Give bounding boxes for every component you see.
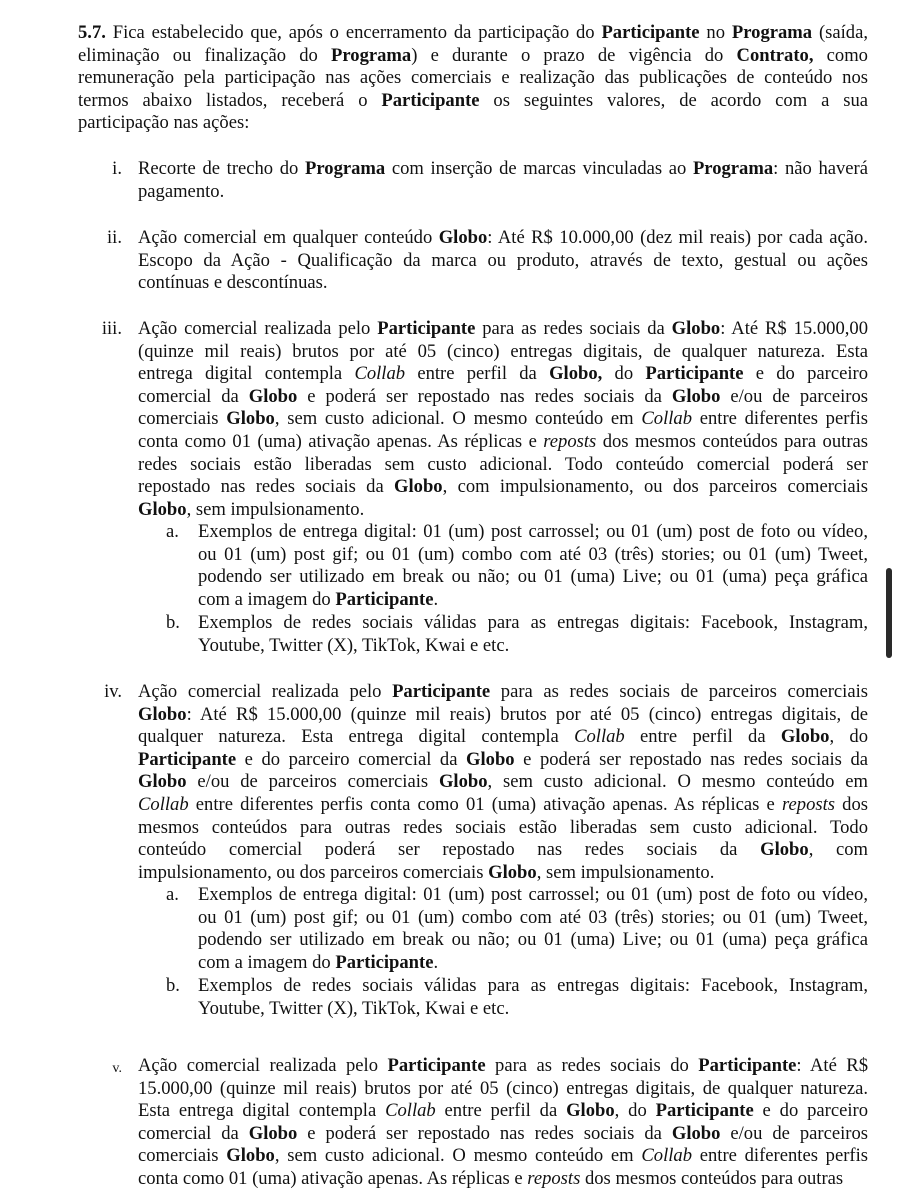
text-run: ) e durante o prazo de vigência do xyxy=(411,44,737,66)
bold-term: Globo xyxy=(138,703,187,725)
text-run: para as redes sociais da xyxy=(475,318,672,339)
text-line xyxy=(138,408,868,431)
text-run: , sem custo adicional. O mesmo conteúdo em xyxy=(274,1145,642,1167)
subitem-body xyxy=(198,884,868,974)
text-run: dos mesmos conteúdos para outras xyxy=(596,430,868,452)
bold-term: Globo xyxy=(248,1122,298,1144)
text-run: (saída, xyxy=(812,22,868,43)
item-body xyxy=(138,227,868,295)
text-run: e do parceiro xyxy=(753,1100,868,1122)
bold-term: Globo xyxy=(394,476,443,498)
text-run: como xyxy=(813,44,868,66)
italic-term: reposts xyxy=(527,1167,581,1189)
text-run: para as redes sociais do xyxy=(485,1055,699,1076)
text-run: e poderá ser repostado nas redes sociais da xyxy=(514,748,869,770)
text-run: pagamento. xyxy=(138,180,225,202)
text-run: : Até R$ 10.000,00 (dez mil reais) por cada ação. xyxy=(487,227,868,248)
italic-term: reposts xyxy=(543,430,597,452)
text-line xyxy=(198,952,868,975)
text-run: termos abaixo listados, receberá o xyxy=(78,89,382,111)
text-run: entre diferentes perfis xyxy=(692,1145,868,1167)
text-line xyxy=(198,521,868,544)
text-line xyxy=(78,90,868,113)
text-line xyxy=(138,250,868,273)
text-run: contínuas e descontínuas. xyxy=(138,272,328,294)
text-run: Fica estabelecido que, após o encerramento da participação do xyxy=(112,22,602,43)
text-run: : não haverá xyxy=(773,158,868,179)
bold-term: Globo xyxy=(671,385,721,407)
text-run: qualquer natureza. Esta entrega digital contempla xyxy=(138,726,575,748)
text-run: , sem impulsionamento. xyxy=(186,498,365,520)
text-run: Ação comercial realizada pelo xyxy=(138,318,378,339)
text-run: , com xyxy=(808,839,869,861)
bold-term: Globo xyxy=(760,839,809,861)
text-run: remuneração pela participação nas ações comerciais e realização das publicações de conteúdo nos xyxy=(78,67,868,89)
text-line xyxy=(198,612,868,635)
text-run: , sem custo adicional. O mesmo conteúdo em xyxy=(274,408,642,430)
bold-term: Globo xyxy=(438,227,488,248)
text-line xyxy=(138,1123,868,1146)
text-run: e poderá ser repostado nas redes sociais da xyxy=(297,1122,672,1144)
bold-term: Participante xyxy=(698,1055,797,1076)
text-run: , sem custo adicional. O mesmo conteúdo em xyxy=(487,771,868,793)
bold-term: Globo xyxy=(138,771,187,793)
bold-term: Participante xyxy=(655,1100,754,1122)
italic-term: Collab xyxy=(138,793,189,815)
bold-term: Programa xyxy=(305,158,386,179)
text-run: e do parceiro xyxy=(743,363,869,385)
text-run: impulsionamento, ou dos parceiros comerciais xyxy=(138,861,489,883)
text-line xyxy=(78,22,868,45)
text-line xyxy=(138,476,868,499)
text-run: e do parceiro comercial da xyxy=(236,748,467,770)
text-run: redes sociais estão liberadas sem custo adicional. Todo conteúdo comercial poderá ser xyxy=(138,453,868,475)
subitem-letter: b. xyxy=(166,975,180,996)
text-run: Ação comercial realizada pelo xyxy=(138,1055,388,1076)
italic-term: Collab xyxy=(354,363,406,385)
item-body xyxy=(138,681,868,884)
bold-term: Participante xyxy=(601,22,700,43)
text-run: Esta entrega digital contempla xyxy=(138,1100,386,1122)
subitem-body xyxy=(198,521,868,611)
text-run: para as redes sociais de parceiros comerciais xyxy=(490,681,869,702)
bold-term: Globo xyxy=(226,1145,275,1167)
bold-term: Programa xyxy=(692,158,774,179)
text-run: Exemplos de entrega digital: 01 (um) post carrossel; ou 01 (um) post de foto ou vídeo, xyxy=(198,521,868,542)
text-run: entre diferentes perfis conta como 01 (uma) ativação apenas. As réplicas e xyxy=(188,793,782,815)
text-line xyxy=(138,272,868,295)
section-5-7 xyxy=(78,22,868,135)
text-run: : Até R$ 15.000,00 xyxy=(720,318,869,339)
text-run: conteúdo comercial poderá ser repostado nas redes sociais da xyxy=(138,839,761,861)
bold-term: Participante xyxy=(335,951,434,973)
text-run: participação nas ações: xyxy=(78,112,250,134)
item-numeral: v. xyxy=(112,1061,122,1076)
text-run: comercial da xyxy=(138,385,249,407)
text-run: entre perfil da xyxy=(624,726,781,748)
text-run: Youtube, Twitter (X), TikTok, Kwai e etc. xyxy=(198,634,510,656)
bold-term: Programa xyxy=(331,44,412,66)
text-run: comerciais xyxy=(138,408,227,430)
text-line xyxy=(138,1168,868,1191)
text-line xyxy=(138,1145,868,1168)
bold-term: Participante xyxy=(645,363,744,385)
text-line xyxy=(78,67,868,90)
text-run: Youtube, Twitter (X), TikTok, Kwai e etc. xyxy=(198,997,510,1019)
italic-term: Collab xyxy=(385,1100,436,1122)
item-numeral: iv. xyxy=(104,681,122,702)
text-line xyxy=(138,431,868,454)
text-line xyxy=(138,318,868,341)
italic-term: Collab xyxy=(641,1145,692,1167)
text-line xyxy=(138,771,868,794)
italic-term: Collab xyxy=(641,408,692,430)
text-run: e/ou de parceiros xyxy=(720,1122,868,1144)
text-line xyxy=(138,839,868,862)
text-run: entre perfil da xyxy=(435,1100,567,1122)
text-run: Exemplos de redes sociais válidas para as entregas digitais: Facebook, Instagram, xyxy=(198,612,868,633)
text-run: , do xyxy=(614,1100,656,1122)
bold-term: Participante xyxy=(392,681,491,702)
item-body xyxy=(138,1055,868,1191)
text-line xyxy=(138,454,868,477)
text-line xyxy=(78,45,868,68)
text-line xyxy=(138,862,868,885)
subitem-letter: b. xyxy=(166,612,180,633)
item-numeral: i. xyxy=(112,158,122,179)
text-run: Escopo da Ação - Qualificação da marca ou produto, através de texto, gestual ou ações xyxy=(138,249,868,271)
italic-term: Collab xyxy=(574,726,625,748)
subitem-letter: a. xyxy=(166,884,179,905)
text-run: os seguintes valores, de acordo com a sua xyxy=(479,89,869,111)
text-line xyxy=(198,544,868,567)
text-line xyxy=(138,794,868,817)
text-run: com a imagem do xyxy=(198,951,336,973)
section-number: 5.7. xyxy=(78,22,113,43)
bold-term: Contrato, xyxy=(736,44,814,66)
text-line xyxy=(138,341,868,364)
subitem-letter: a. xyxy=(166,521,179,542)
text-run: : Até R$ xyxy=(796,1055,869,1076)
text-run: comerciais xyxy=(138,1145,227,1167)
text-run: dos xyxy=(835,793,868,815)
text-line xyxy=(138,158,868,181)
text-line xyxy=(78,112,868,135)
text-run: comercial da xyxy=(138,1122,249,1144)
text-line xyxy=(138,749,868,772)
bold-term: Globo xyxy=(488,861,537,883)
bold-term: Globo xyxy=(438,771,488,793)
text-run: conta como 01 (uma) ativação apenas. As réplicas e xyxy=(138,430,544,452)
italic-term: reposts xyxy=(781,793,835,815)
bold-term: Globo xyxy=(138,498,187,520)
item-numeral: iii. xyxy=(101,318,122,339)
text-run: com inserção de marcas vinculadas ao xyxy=(385,158,693,179)
text-line xyxy=(198,884,868,907)
bold-term: Globo xyxy=(248,385,298,407)
text-run: dos mesmos conteúdos para outras xyxy=(580,1167,844,1189)
text-run: conta como 01 (uma) ativação apenas. As réplicas e xyxy=(138,1167,528,1189)
text-run: eliminação ou finalização do xyxy=(78,44,331,66)
text-line xyxy=(138,1078,868,1101)
text-run: e/ou de parceiros xyxy=(720,385,868,407)
bold-term: Participante xyxy=(387,1055,486,1076)
text-line xyxy=(138,704,868,727)
text-run: entre diferentes perfis xyxy=(692,408,868,430)
bold-term: Participante xyxy=(335,588,434,610)
text-line xyxy=(138,181,868,204)
text-line xyxy=(198,929,868,952)
text-run: e poderá ser repostado nas redes sociais da xyxy=(297,385,672,407)
text-run: (quinze mil reais) brutos por até 05 (cinco) entregas digitais, de qualquer natureza. Esta xyxy=(138,340,868,362)
text-line xyxy=(198,907,868,930)
text-line xyxy=(138,726,868,749)
text-line xyxy=(138,1100,868,1123)
text-line xyxy=(198,589,868,612)
text-run: ou 01 (um) post gif; ou 01 (um) combo com até 03 (três) stories; ou 01 (um) Tweet, xyxy=(198,543,868,565)
text-run: e/ou de parceiros comerciais xyxy=(186,771,439,793)
text-run: Ação comercial em qualquer conteúdo xyxy=(138,227,439,248)
text-run: 15.000,00 (quinze mil reais) brutos por até 05 (cinco) entregas digitais, de qualquer natureza. xyxy=(138,1077,868,1099)
bold-term: Globo xyxy=(671,1122,721,1144)
item-body xyxy=(138,158,868,203)
intro-paragraph xyxy=(78,22,868,135)
text-run: : Até R$ 15.000,00 (quinze mil reais) brutos por até 05 (cinco) entregas digitais, de xyxy=(186,703,868,725)
text-run: Exemplos de redes sociais válidas para as entregas digitais: Facebook, Instagram, xyxy=(198,975,868,996)
text-line xyxy=(138,227,868,250)
text-run: . xyxy=(433,951,439,973)
text-line xyxy=(198,998,868,1021)
text-run: do xyxy=(602,363,646,385)
bold-term: Globo xyxy=(780,726,830,748)
text-run: mesmos conteúdos para outras redes sociais estão liberadas sem custo adicional. Todo xyxy=(138,816,868,838)
text-line xyxy=(138,386,868,409)
item-numeral: ii. xyxy=(107,227,122,248)
bold-term: Globo xyxy=(466,748,515,770)
text-run: repostado nas redes sociais da xyxy=(138,476,395,498)
text-run: com a imagem do xyxy=(198,588,336,610)
text-line xyxy=(138,817,868,840)
text-run: podendo ser utilizado em break ou não; ou 01 (uma) Live; ou 01 (uma) peça gráfica xyxy=(198,929,868,951)
text-run: podendo ser utilizado em break ou não; ou 01 (uma) Live; ou 01 (uma) peça gráfica xyxy=(198,566,868,588)
bold-term: Participante xyxy=(377,318,476,339)
text-line xyxy=(198,975,868,998)
text-run: ou 01 (um) post gif; ou 01 (um) combo com até 03 (três) stories; ou 01 (um) Tweet, xyxy=(198,906,868,928)
text-run: Recorte de trecho do xyxy=(138,158,305,179)
subitem-body xyxy=(198,975,868,1020)
text-run: entre perfil da xyxy=(405,363,550,385)
text-line xyxy=(198,635,868,658)
text-run: , com impulsionamento, ou dos parceiros comerciais xyxy=(442,476,869,498)
text-line xyxy=(138,1055,868,1078)
bold-term: Participante xyxy=(138,748,237,770)
text-run: . xyxy=(433,588,439,610)
text-line xyxy=(198,566,868,589)
text-run: no xyxy=(699,22,732,43)
bold-term: Globo xyxy=(226,408,275,430)
text-line xyxy=(138,681,868,704)
text-run: Ação comercial realizada pelo xyxy=(138,681,393,702)
item-body xyxy=(138,318,868,521)
bold-term: Participante xyxy=(381,89,480,111)
subitem-body xyxy=(198,612,868,657)
bold-term: Globo xyxy=(671,318,721,339)
bold-term: Globo xyxy=(566,1100,615,1122)
scrollbar-thumb[interactable] xyxy=(886,568,892,658)
bold-term: Programa xyxy=(731,22,813,43)
text-line xyxy=(138,363,868,386)
text-run: , do xyxy=(829,726,869,748)
text-run: Exemplos de entrega digital: 01 (um) post carrossel; ou 01 (um) post de foto ou vídeo, xyxy=(198,884,868,905)
text-run: entrega digital contempla xyxy=(138,363,355,385)
text-line xyxy=(138,499,868,522)
bold-term: Globo, xyxy=(549,363,603,385)
text-run: , sem impulsionamento. xyxy=(536,861,715,883)
